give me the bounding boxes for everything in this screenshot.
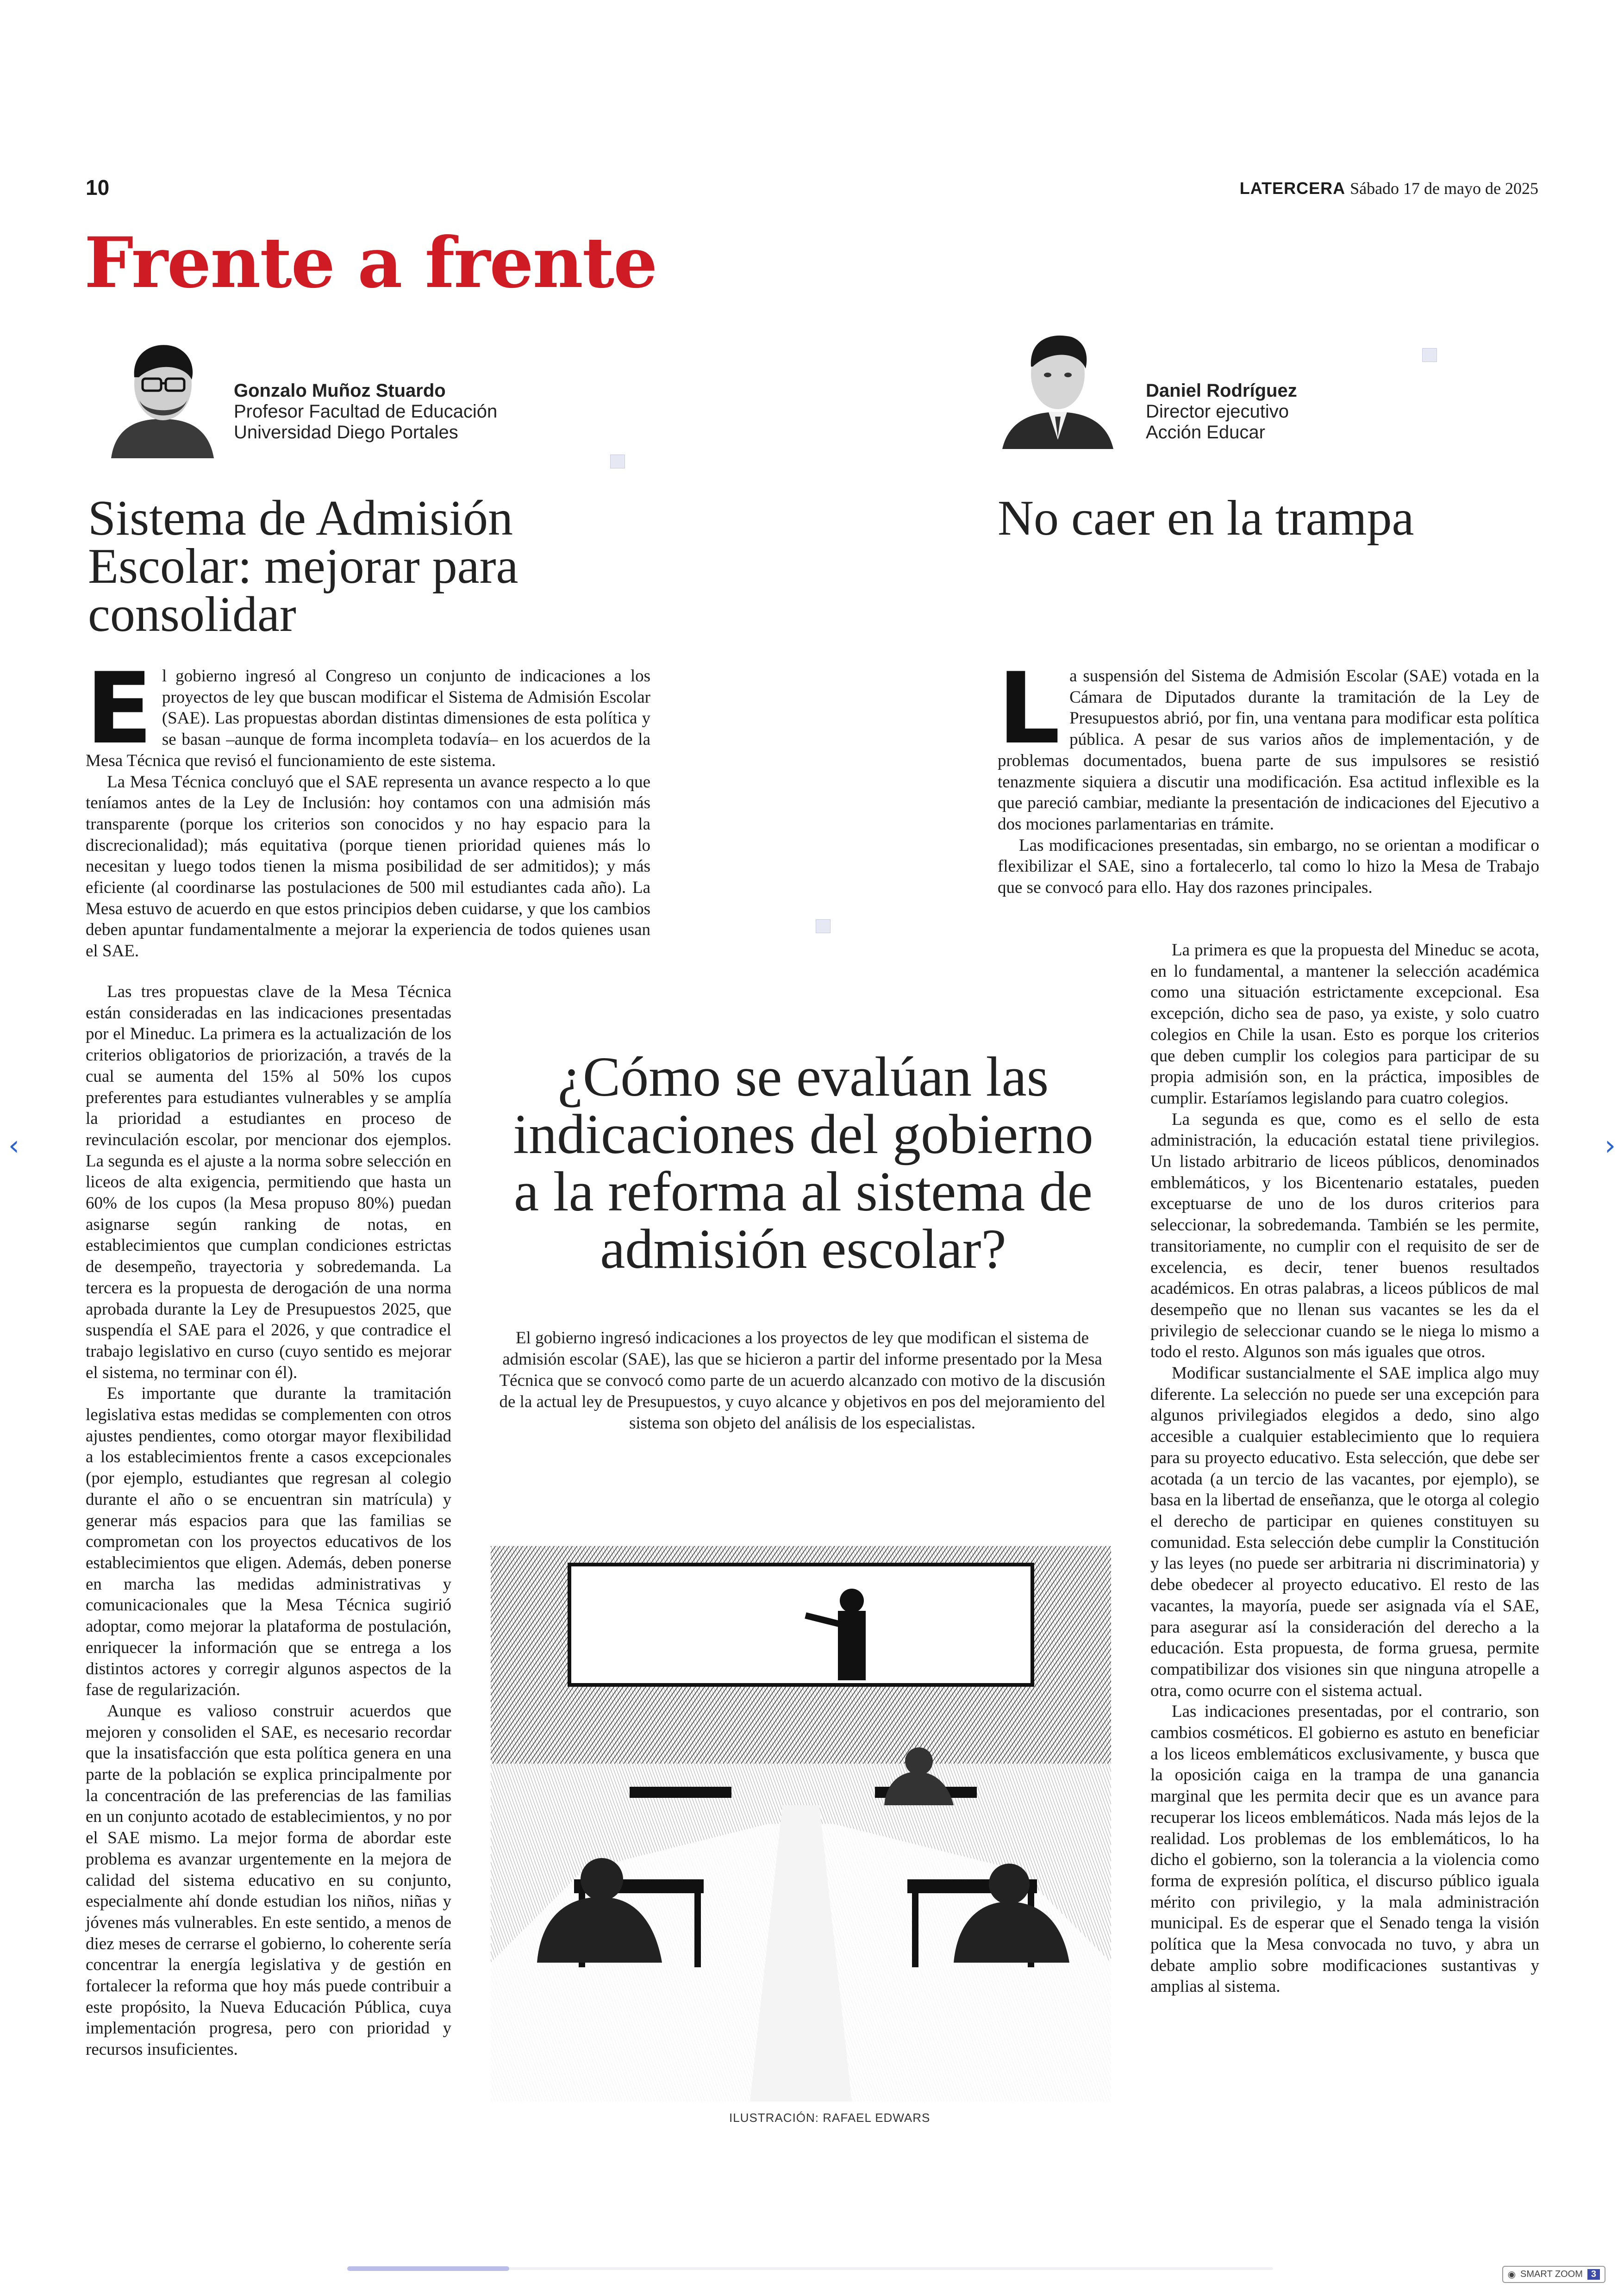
center-question-title: ¿Cómo se evalúan las indicaciones del gobierno a la reforma al sistema de admisión escolar? bbox=[513, 1046, 1093, 1280]
illustration-caption: ILUSTRACIÓN: RAFAEL EDWARS bbox=[729, 2111, 931, 2125]
issue-date: Sábado 17 de mayo de 2025 bbox=[1350, 179, 1538, 198]
paragraph: La primera es que la propuesta del Mineduc se acota, en lo fundamental, a mantener la selección académica como una situación estrictamente excepcional. Esa excepción, dicho sea de paso, ya existe, y solo cuatro colegios en Chile la usan. Esto es porque los criterios que deben cumplir los colegios para participar de su propia admisión son, en la práctica, imposibles de cumplir. Estaríamos legislando para cuatro colegios. bbox=[1150, 941, 1539, 1108]
author-photo-right bbox=[1002, 324, 1113, 449]
paragraph: Es importante que durante la tramitación legislativa estas medidas se complementen con otros ajustes pendientes, como otorgar mayor flexibilidad a los establecimientos frente a casos excepcionales (por ejemplo, estudiantes que regresan al colegio durante el año o se encuentran sin matrícula) y generar más espacios para que las familias se comprometan con los proyectos educativos de los establecimientos que eligen. Además, deben ponerse en marcha las medidas administrativas y comunicacionales que la Mesa Técnica sugirió adoptar, como mejorar la plataforma de postulación, enriquecer la información que se entrega a los distintos actores y corregir algunos aspectos de la fase de regularización. bbox=[86, 1384, 451, 1700]
author-block-right bbox=[1146, 380, 1297, 443]
note-icon[interactable] bbox=[610, 455, 625, 468]
author-role-left: Profesor Facultad de Educación bbox=[234, 401, 498, 422]
author-photo-left bbox=[106, 333, 218, 458]
smart-zoom-label: SMART ZOOM bbox=[1520, 2269, 1583, 2279]
dropcap-right: L bbox=[998, 651, 1061, 766]
author-name-right: Daniel Rodríguez bbox=[1146, 380, 1297, 401]
page-scroll-thumb[interactable] bbox=[347, 2266, 509, 2271]
section-title: Frente a frente bbox=[84, 222, 657, 304]
smart-zoom-control[interactable] bbox=[1502, 2266, 1605, 2283]
next-page-arrow-icon[interactable]: › bbox=[1605, 1129, 1616, 1162]
author-name-left: Gonzalo Muñoz Stuardo bbox=[234, 380, 446, 401]
smart-zoom-value: 3 bbox=[1587, 2269, 1600, 2280]
note-icon[interactable] bbox=[816, 919, 831, 933]
paragraph: Las indicaciones presentadas, por el contrario, son cambios cosméticos. El gobierno es astuto en beneficiar a los liceos emblemáticos exclusivamente, y busca que la oposición caiga en la trampa de una ganancia marginal que les permita decir que es un avance para recuperar los liceos emblemáticos. Nada más lejos de la realidad. Los problemas de los emblemáticos, lo ha dicho el gobierno, son la tolerancia a la violencia como forma de expresión política, el discurso público iguala mérito con privilegio, y la mala administración municipal. Es de esperar que el Senado tenga la visión política que la Mesa convocada no tuvo, y abra un debate amplio sobre modificaciones sustantivas y amplias al sistema. bbox=[1150, 1702, 1539, 1996]
paragraph: La Mesa Técnica concluyó que el SAE representa un avance respecto a lo que teníamos antes de la Ley de Inclusión: hoy contamos con una admisión más transparente (porque los criterios son conocidos y no hay espacio para la discrecionalidad); más equitativa (porque tienen prioridad quienes más lo necesitan y luego todos tienen la misma posibilidad de ser admitidos); y más eficiente (al coordinarse las postulaciones de 500 mil estudiantes cada año). La Mesa estuvo de acuerdo en que estos principios deben cuidarse, y que los cambios deben apuntar fundamentalmente a mejorar la experiencia de todos quienes usan el SAE. bbox=[86, 772, 650, 961]
author-block-left bbox=[234, 380, 497, 443]
newspaper-brand: LATERCERA bbox=[1239, 179, 1346, 198]
note-icon[interactable] bbox=[1422, 348, 1437, 362]
masthead bbox=[1240, 179, 1538, 198]
paragraph: Modificar sustancialmente el SAE implica algo muy diferente. La selección no puede ser una excepción para algunos privilegiados elegidos a dedo, sino algo accesible a cualquier establecimiento que lo requiera para su proyecto educativo. Esta selección, que debe ser acotada (a un tercio de las vacantes, por ejemplo), se basa en la libertad de enseñanza, que le otorga al colegio el derecho de participar en quienes constituyen su comunidad. Esta selección debe cumplir la Constitución y las leyes (no puede ser arbitraria ni discriminatoria) y debe obedecer al proyecto educativo. El resto de las vacantes, la mayoría, puede ser asignada vía el SAE, para asegurar así la consideración del derecho a la educación. Esta propuesta, de forma gruesa, permite compatibilizar dos visiones sin que ninguna atropelle a otra, como ocurre con el sistema actual. bbox=[1150, 1364, 1539, 1700]
paragraph: Las tres propuestas clave de la Mesa Técnica están consideradas en las indicaciones presentadas por el Mineduc. La primera es la actualización de los criterios obligatorios de priorización, a través de la cual se aumenta del 15% al 50% los cupos preferentes para estudiantes vulnerables y se amplía la prioridad a estudiantes en proceso de revinculación escolar, por mencionar dos ejemplos. La segunda es el ajuste a la norma sobre selección en liceos de alta exigencia, permitiendo que hasta un 60% de los cupos (la Mesa propuso 80%) puedan asignarse según ranking de notas, en establecimientos que cumplan condiciones estrictas de desempeño, trayectoria y sobredemanda. La tercera es la propuesta de derogación de una norma aprobada durante la Ley de Presupuestos 2025, que suspendía el SAE para el 2026, y que contradice el trabajo legislativo en curso (cuyo sentido es mejorar el sistema, no terminar con él). bbox=[86, 982, 451, 1382]
paragraph: a suspensión del Sistema de Admisión Escolar (SAE) votada en la Cámara de Diputados durante la tramitación de la Ley de Presupuestos abrió, por fin, una ventana para modificar esta política pública. A pesar de sus varios años de implementación, y de problemas documentados, buena parte de sus impulsores se resistió tenazmente siquiera a discutir una modificación. Esa actitud inflexible es la que pareció cambiar, mediante la presentación de indicaciones del Ejecutivo a dos mociones parlamentarias en trámite. bbox=[998, 667, 1539, 834]
left-article-part2 bbox=[86, 981, 451, 2060]
page-number: 10 bbox=[86, 175, 110, 200]
dropcap-left: E bbox=[86, 651, 153, 766]
previous-page-arrow-icon[interactable]: ‹ bbox=[8, 1129, 19, 1162]
headline-left: Sistema de Admisión Escolar: mejorar para consolidar bbox=[88, 491, 518, 642]
left-article-part1 bbox=[86, 651, 650, 962]
classroom-illustration bbox=[491, 1546, 1111, 2102]
right-article-part2 bbox=[1150, 940, 1539, 1997]
author-org-left: Universidad Diego Portales bbox=[234, 422, 458, 443]
right-article-part1 bbox=[998, 651, 1539, 898]
author-role-right: Director ejecutivo bbox=[1146, 401, 1289, 422]
paragraph: Las modificaciones presentadas, sin embargo, no se orientan a modificar o flexibilizar el SAE, sino a fortalecerlo, tal como lo hizo la Mesa de Trabajo que se convocó para ello. Hay dos razones principales. bbox=[998, 836, 1539, 898]
headline-right: No caer en la trampa bbox=[998, 491, 1414, 546]
paragraph: Aunque es valioso construir acuerdos que mejoren y consoliden el SAE, es necesario recordar que la insatisfacción que esta política genera en una parte de la población se explica principalmente por la concentración de las preferencias de las familias en un conjunto acotado de establecimientos, y no por el SAE mismo. La mejor forma de abordar este problema es avanzar urgentemente en la mejora de calidad del sistema educativo en su conjunto, especialmente ahí donde estudian los niños, niñas y jóvenes más vulnerables. En este sentido, a menos de diez meses de cerrarse el gobierno, lo coherente sería concentrar la energía legislativa y de gestión en fortalecer la reforma que hoy más puede contribuir a este propósito, la Nueva Educación Pública, cuya implementación progresa, pero con prioridad y recursos insuficientes. bbox=[86, 1701, 451, 2059]
author-org-right: Acción Educar bbox=[1146, 422, 1265, 443]
paragraph: l gobierno ingresó al Congreso un conjunto de indicaciones a los proyectos de ley que buscan modificar el Sistema de Admisión Escolar (SAE). Las propuestas abordan distintas dimensiones de esta política y se basan –aunque de forma incompleta todavía– en los acuerdos de la Mesa Técnica que revisó el funcionamiento de este sistema. bbox=[86, 667, 650, 770]
eye-icon: ◉ bbox=[1507, 2270, 1516, 2280]
center-intro: El gobierno ingresó indicaciones a los proyectos de ley que modifican el sistema de admisión escolar (SAE), las que se hicieron a partir del informe presentado por la Mesa Técnica que se convocó como parte de un acuerdo alcanzado con motivo de la discusión de la actual ley de Presupuestos, y cuyo alcance y objetivos en pos del mejoramiento del sistema son objeto del análisis de los especialistas. bbox=[499, 1328, 1106, 1433]
paragraph: La segunda es que, como es el sello de esta administración, la educación estatal tiene privilegios. Un listado arbitrario de liceos públicos, denominados emblemáticos, y los Bicentenario estatales, pueden exceptuarse de uno de los duros criterios para seleccionar, la sobredemanda. También se les permite, transitoriamente, no cumplir con el requisito de ser de excelencia, es decir, tener buenos resultados académicos. En otras palabras, a liceos públicos de mal desempeño que no llenan sus vacantes se les da el privilegio de seleccionar cuando se le niega lo mismo a todo el resto. Algunos son más iguales que otros. bbox=[1150, 1110, 1539, 1362]
